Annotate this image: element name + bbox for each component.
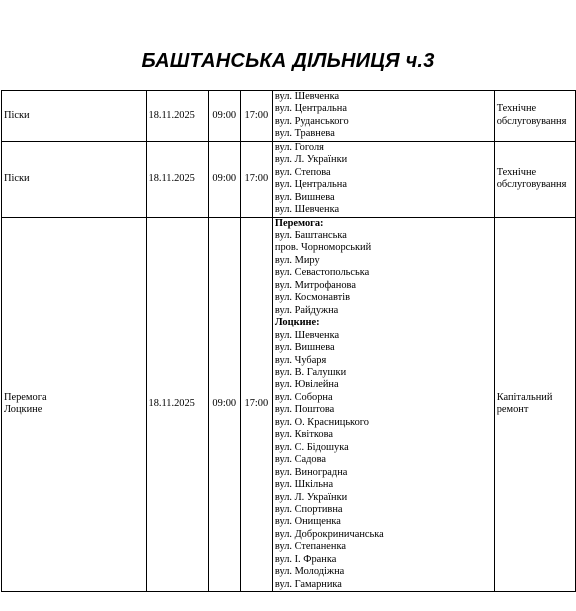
street-item: вул. В. Галушки xyxy=(274,366,347,378)
streets-cell xyxy=(272,91,494,142)
street-item: вул. С. Бідошука xyxy=(274,441,349,453)
work-type-cell xyxy=(494,91,575,142)
work-type-cell xyxy=(494,141,575,217)
street-item: вул. Шевченка xyxy=(274,204,340,216)
place-line: Перемога xyxy=(4,391,47,403)
street-item: вул. Шкільна xyxy=(274,479,334,491)
page-title: БАШТАНСЬКА ДІЛЬНИЦЯ ч.3 xyxy=(141,50,435,72)
work-type-text: Капітальний ремонт xyxy=(496,391,553,416)
street-item: вул. Л. Українки xyxy=(274,154,348,166)
date-cell: 18.11.2025 xyxy=(146,217,208,592)
street-item: вул. Шевченка xyxy=(274,91,340,102)
date-cell: 18.11.2025 xyxy=(146,91,208,142)
table-row xyxy=(2,91,576,142)
street-item: вул. Степаненка xyxy=(274,541,346,553)
place-cell xyxy=(2,217,147,592)
street-item: вул. Вишнева xyxy=(274,342,335,354)
street-item: вул. Молодіжна xyxy=(274,566,345,578)
streets-cell xyxy=(272,141,494,217)
end-time-cell: 17:00 xyxy=(240,91,272,142)
street-item: вул. І. Франка xyxy=(274,553,337,565)
group-heading: Лоцкине: xyxy=(274,317,320,329)
work-type-text: Технічне обслуговування xyxy=(496,166,567,191)
street-item: вул. Виноградна xyxy=(274,466,348,478)
street-item: вул. Вишнева xyxy=(274,191,335,203)
end-time-cell: 17:00 xyxy=(240,217,272,592)
street-item: вул. Спортивна xyxy=(274,503,343,515)
place-cell: Піски xyxy=(2,141,147,217)
street-item: вул. Чубаря xyxy=(274,354,327,366)
street-item: вул. Гамарника xyxy=(274,578,342,590)
table-row xyxy=(2,141,576,217)
street-item: вул. Райдужна xyxy=(274,304,339,316)
street-item: вул. Баштанська xyxy=(274,229,347,241)
end-time-cell: 17:00 xyxy=(240,141,272,217)
date-cell: 18.11.2025 xyxy=(146,141,208,217)
schedule-table xyxy=(1,90,576,592)
street-item: вул. Поштова xyxy=(274,404,335,416)
street-item: вул. Соборна xyxy=(274,391,333,403)
place-line: Лоцкине xyxy=(4,404,43,416)
street-item: вул. Л. Українки xyxy=(274,491,348,503)
street-item: вул. Севастопольська xyxy=(274,267,370,279)
street-item: вул. Центральна xyxy=(274,179,347,191)
street-item: вул. Садова xyxy=(274,454,326,466)
group-heading: Перемога: xyxy=(274,217,324,229)
street-item: пров. Чорноморський xyxy=(274,242,372,254)
street-item: вул. Руданського xyxy=(274,115,349,127)
place-cell: Піски xyxy=(2,91,147,142)
start-time-cell: 09:00 xyxy=(208,91,240,142)
street-item: вул. Онищенка xyxy=(274,516,341,528)
street-item: вул. Ювілейна xyxy=(274,379,339,391)
start-time-cell: 09:00 xyxy=(208,141,240,217)
streets-cell xyxy=(272,217,494,592)
street-item: вул. Травнева xyxy=(274,128,335,140)
work-type-cell xyxy=(494,217,575,592)
street-item: вул. Космонавтів xyxy=(274,292,350,304)
street-item: вул. Степова xyxy=(274,166,331,178)
street-item: вул. Митрофанова xyxy=(274,279,356,291)
street-item: вул. Гоголя xyxy=(274,141,324,153)
start-time-cell: 09:00 xyxy=(208,217,240,592)
work-type-text: Технічне обслуговування xyxy=(496,103,567,127)
street-item: вул. Шевченка xyxy=(274,329,340,341)
street-item: вул. Доброкриничанська xyxy=(274,528,384,540)
street-item: вул. Квіткова xyxy=(274,429,333,441)
street-item: вул. О. Красницького xyxy=(274,416,369,428)
street-item: вул. Центральна xyxy=(274,103,347,115)
street-item: вул. Миру xyxy=(274,254,320,266)
table-row xyxy=(2,217,576,592)
